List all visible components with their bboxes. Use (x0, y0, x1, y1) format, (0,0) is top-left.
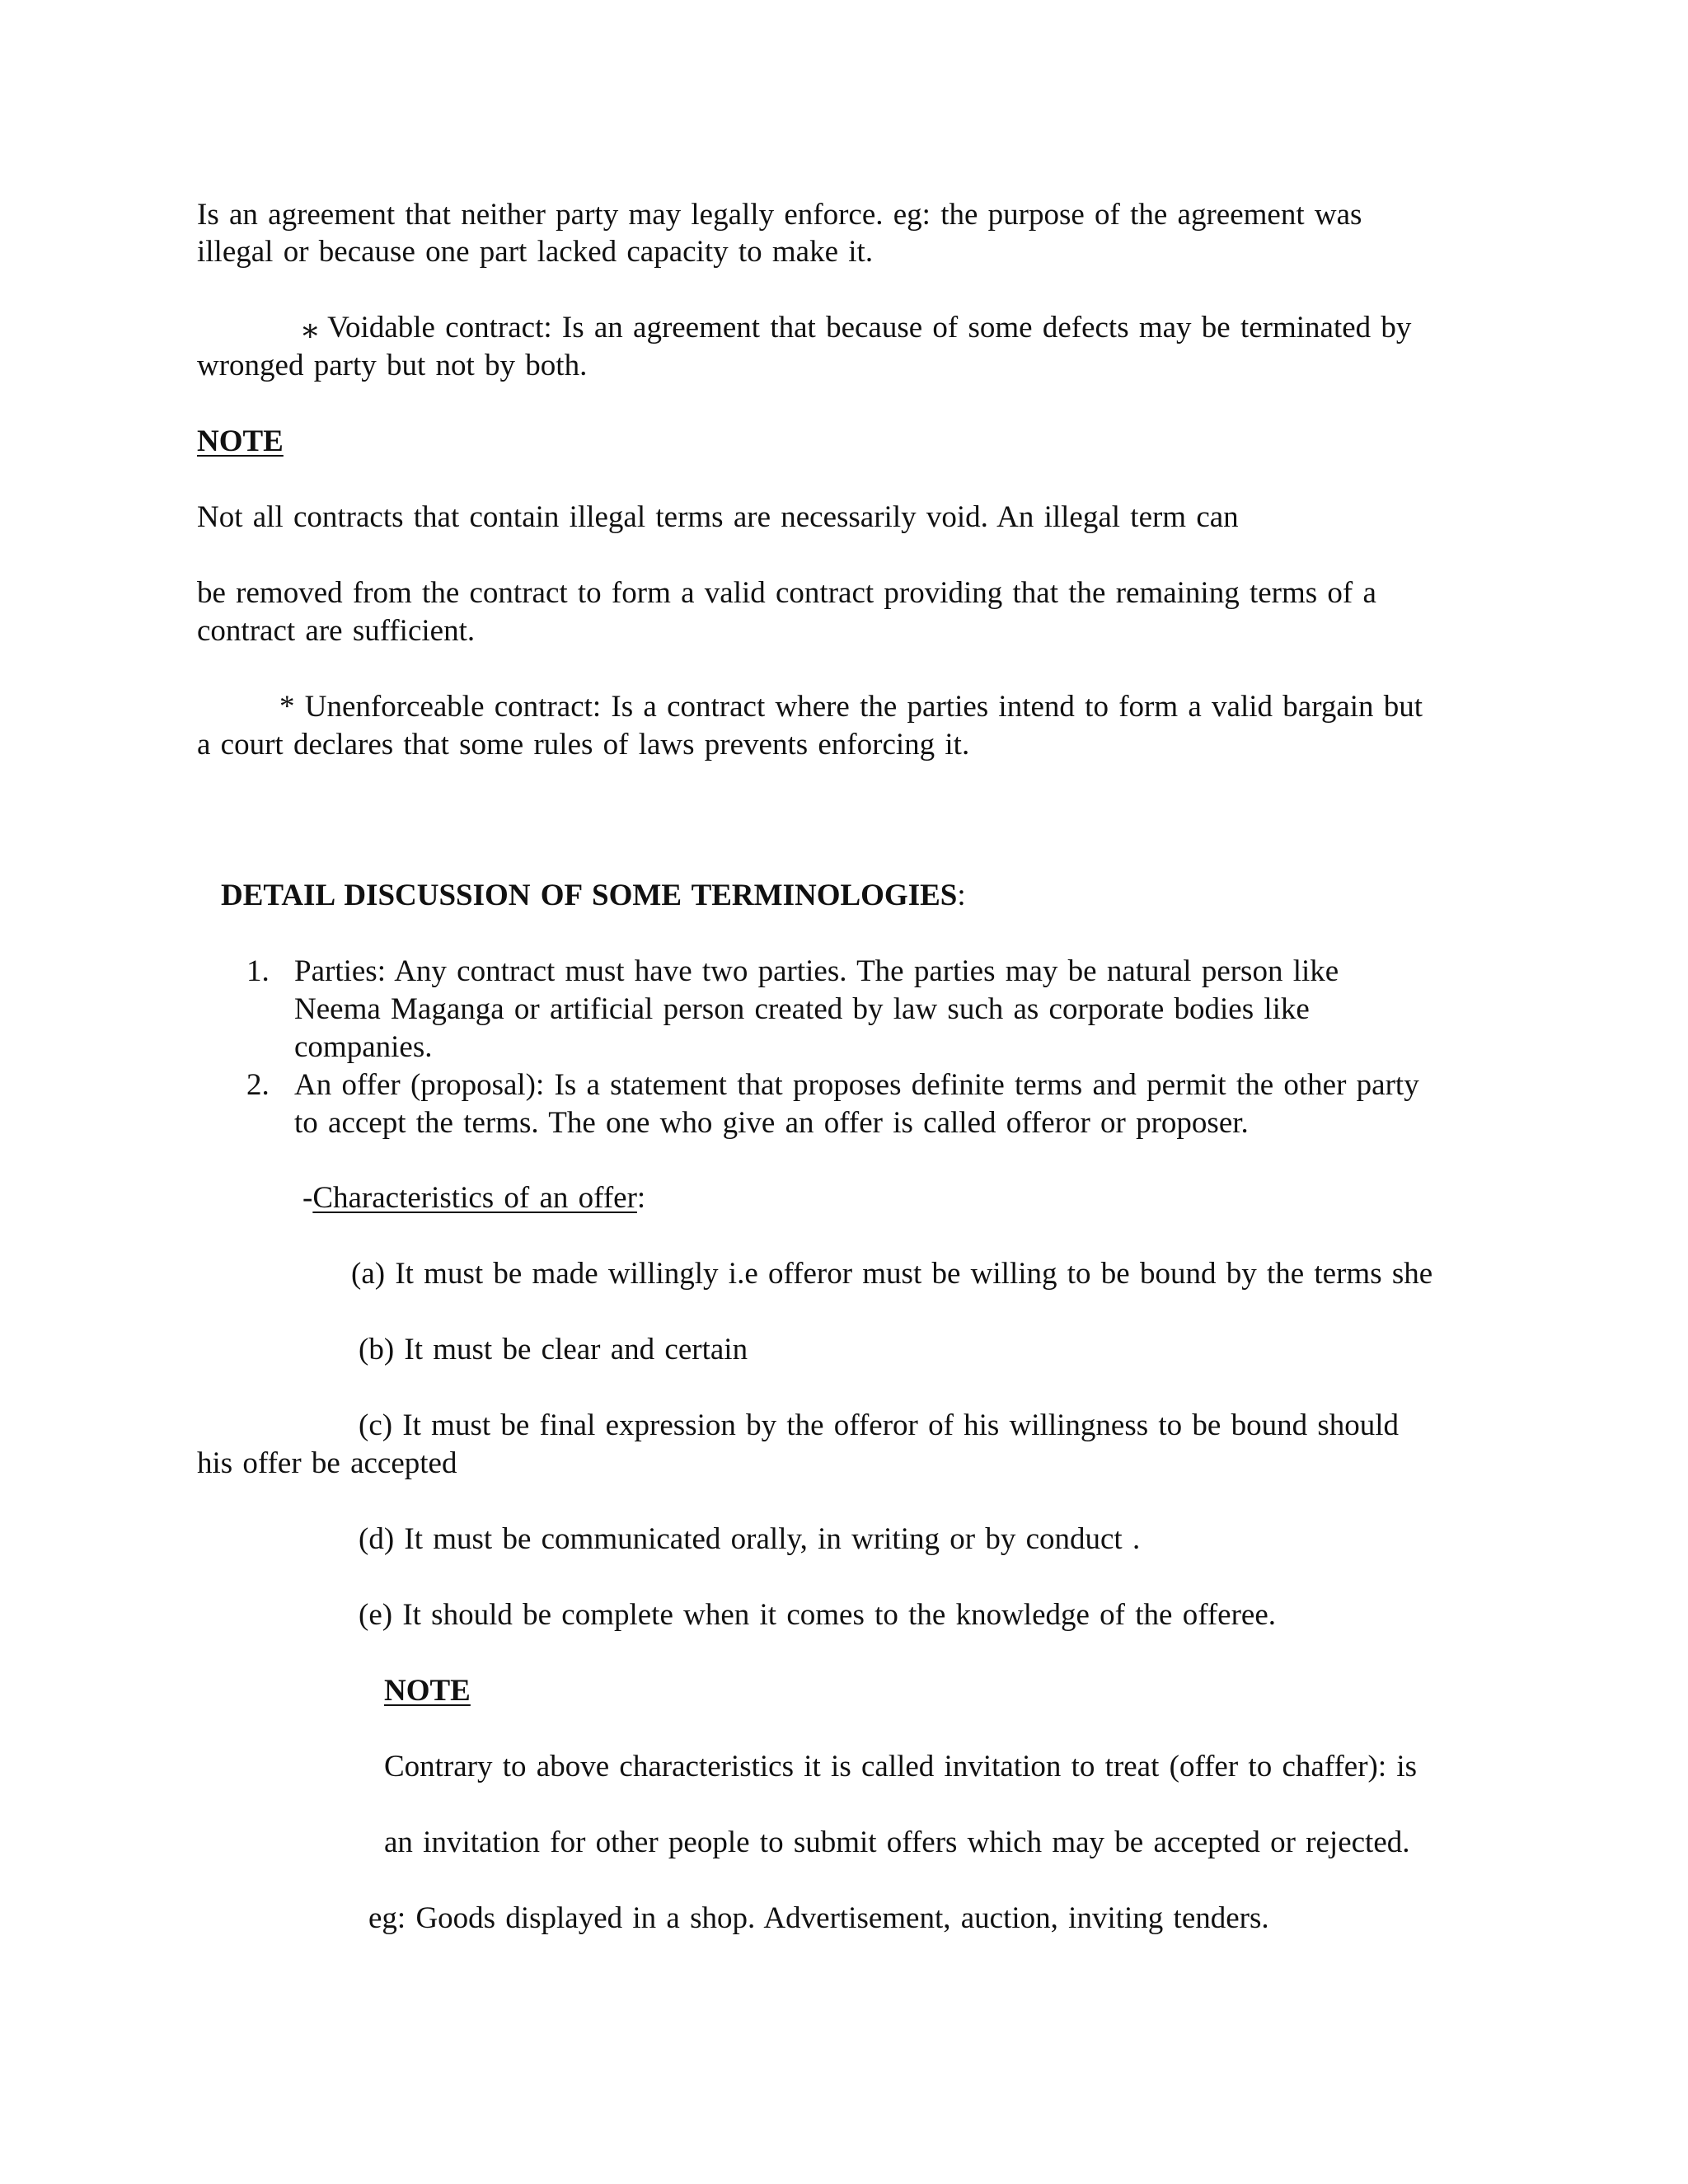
list-item-1-number: 1. (246, 954, 270, 988)
list-item-2-line-1: An offer (proposal): Is a statement that proposes definite terms and permit the other party (294, 1068, 1419, 1102)
characteristic-b: (b) It must be clear and certain (359, 1333, 748, 1366)
note-heading-1: NOTE (197, 424, 284, 458)
terminologies-heading (221, 877, 966, 915)
unenforceable-contract-line-1: * Unenforceable contract: Is a contract where the parties intend to form a valid bargain but (279, 690, 1423, 724)
terminologies-heading-text: DETAIL DISCUSSION OF SOME TERMINOLOGIES (221, 879, 958, 912)
characteristic-e: (e) It should be complete when it comes to the knowledge of the offeree. (359, 1598, 1277, 1632)
list-item-2-number: 2. (246, 1068, 270, 1102)
note2-line-3: eg: Goods displayed in a shop. Advertisement, auction, inviting tenders. (368, 1901, 1269, 1935)
voidable-contract-line-2: wronged party but not by both. (197, 349, 588, 382)
characteristic-d: (d) It must be communicated orally, in writing or by conduct . (359, 1522, 1141, 1556)
list-item-1-line-3: companies. (294, 1030, 433, 1064)
characteristic-a: (a) It must be made willingly i.e offeror must be willing to be bound by the terms she (351, 1257, 1433, 1291)
voidable-contract-line-1 (302, 309, 1411, 347)
note1-line-3: contract are sufficient. (197, 614, 476, 648)
star-bullet: ⁎ (302, 311, 318, 344)
void-contract-line-2: illegal or because one part lacked capacity to make it. (197, 235, 874, 269)
unenforceable-contract-line-2: a court declares that some rules of laws prevents enforcing it. (197, 728, 970, 762)
characteristics-suffix: : (636, 1181, 646, 1215)
characteristics-title-text: Characteristics of an offer (312, 1181, 637, 1215)
note2-line-2: an invitation for other people to submit offers which may be accepted or rejected. (384, 1825, 1410, 1859)
characteristic-c-line-1: (c) It must be final expression by the offeror of his willingness to be bound should (359, 1408, 1400, 1442)
list-item-2-line-2: to accept the terms. The one who give an offer is called offeror or proposer. (294, 1106, 1249, 1140)
characteristics-prefix: - (302, 1181, 313, 1215)
list-item-1-line-1: Parties: Any contract must have two parties. The parties may be natural person like (294, 954, 1339, 988)
note1-line-2: be removed from the contract to form a valid contract providing that the remaining terms of a (197, 576, 1376, 610)
list-item-1-line-2: Neema Maganga or artificial person created by law such as corporate bodies like (294, 992, 1310, 1026)
note1-line-1: Not all contracts that contain illegal terms are necessarily void. An illegal term can (197, 500, 1239, 534)
characteristic-c-line-2: his offer be accepted (197, 1446, 457, 1480)
note-heading-2: NOTE (384, 1674, 471, 1708)
voidable-contract-text: Voidable contract: Is an agreement that because of some defects may be terminated by (327, 311, 1412, 344)
characteristics-title (302, 1179, 645, 1217)
terminologies-heading-colon: : (957, 879, 966, 912)
note2-line-1: Contrary to above characteristics it is called invitation to treat (offer to chaffer): is (384, 1750, 1418, 1783)
void-contract-line-1: Is an agreement that neither party may legally enforce. eg: the purpose of the agreement was (197, 198, 1362, 232)
